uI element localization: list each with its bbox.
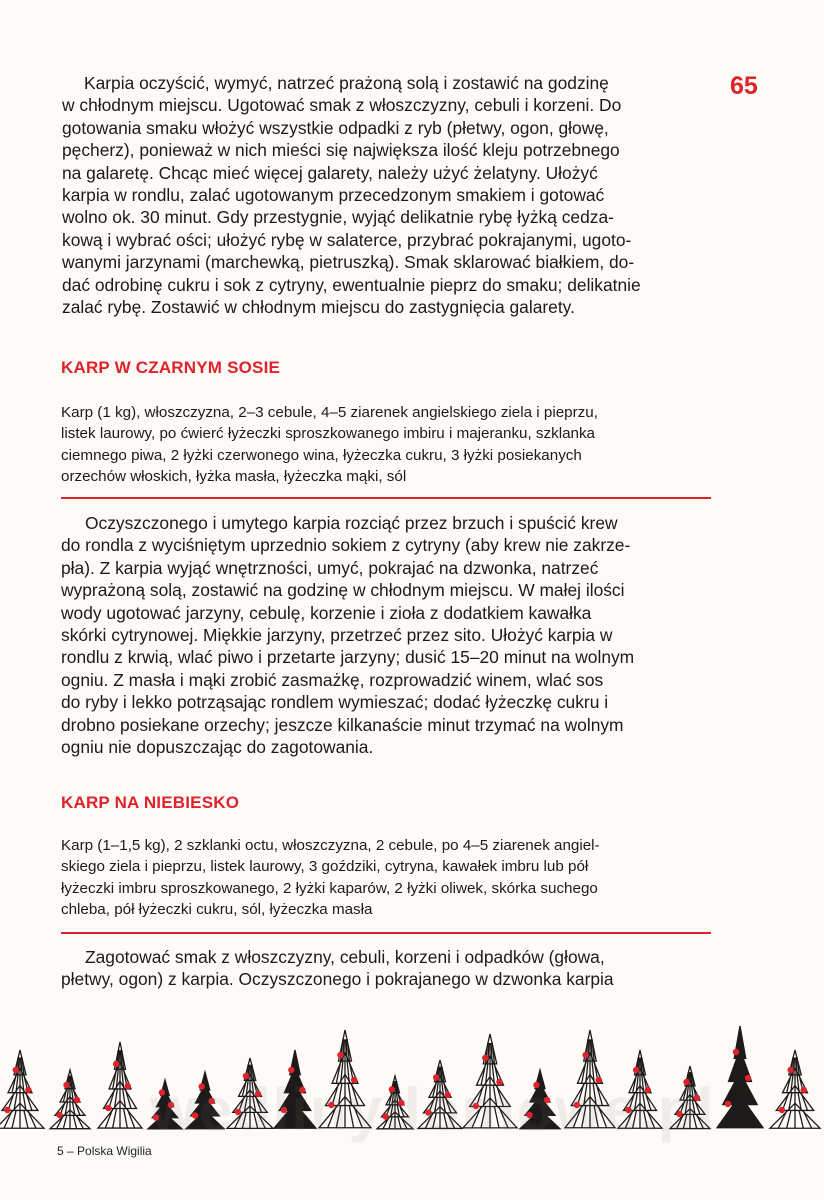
bauble xyxy=(25,1087,31,1093)
ingredients-line: Karp (1–1,5 kg), 2 szklanki octu, włoszczyzna, 2 cebule, po 4–5 ziarenek angiel- xyxy=(61,837,600,854)
text-line: rondlu z krwią, wlać piwo i przetarte jarzyny; dusić 15–20 minut na wolnym xyxy=(61,647,635,668)
ingredients-list xyxy=(61,835,711,921)
ingredients-line: listek laurowy, po ćwierć łyżeczki sproszkowanego imbiru i majeranku, szklanka xyxy=(61,425,596,443)
text-line: skórki cytrynowej. Miękkie jarzyny, przetrzeć przez sito. Ułożyć karpia w xyxy=(61,625,613,646)
tree-shape xyxy=(717,1095,763,1127)
text-line: ogniu nie dopuszczając do zagotowania. xyxy=(61,737,374,758)
text-line: zalać rybę. Zostawić w chłodnym miejscu do zastygnięcia galarety. xyxy=(62,297,575,318)
bauble xyxy=(337,1052,343,1058)
text-line: kową i wybrać ości; ułożyć rybę w salaterce, przybrać pokrajanymi, ugoto- xyxy=(62,229,632,250)
text-line: do rondla z wyciśniętym uprzednio sokiem z cytryny (aby krew nie zakrze- xyxy=(61,535,631,556)
tree-hatch xyxy=(113,1109,117,1128)
text-line: wolno ok. 30 minut. Gdy przestygnie, wyjąć delikatnie rybę łyżką cedza- xyxy=(62,207,614,228)
text-line: drobno posiekane orzechy; jeszcze kilkanaście minut trzymać na wolnym xyxy=(61,714,624,735)
method-paragraph xyxy=(61,512,711,758)
page-number: 65 xyxy=(730,72,758,100)
bauble xyxy=(801,1087,807,1093)
bauble xyxy=(582,1052,588,1058)
ingredients-line: łyżeczki imbru sproszkowanego, 2 łyżki kaparów, 2 łyżki oliwek, skórka suchego xyxy=(61,879,598,897)
bauble xyxy=(113,1061,119,1067)
text-line: na galaretę. Chcąc mieć więcej galarety, należy użyć żelatyny. Ułożyć xyxy=(62,162,598,183)
text-line: Karpia oczyścić, wymyć, natrzeć prażoną solą i zostawić na godzinę xyxy=(84,73,609,93)
ingredients-line: Karp (1 kg), włoszczyzna, 2–3 cebule, 4–5 ziarenek angielskiego ziela i pieprzu, xyxy=(61,404,598,421)
bauble xyxy=(482,1055,488,1061)
tree-hatch xyxy=(12,1111,16,1128)
text-line: ogniu. Z masła i mąki zrobić zasmażkę, rozprowadzić winem, wlać sos xyxy=(61,669,604,690)
bauble xyxy=(288,1067,294,1073)
text-line: Oczyszczonego i umytego karpia rozciąć przez brzuch i spuścić krew xyxy=(85,513,618,533)
bauble xyxy=(4,1107,10,1113)
bauble xyxy=(13,1067,19,1073)
tree-hatch xyxy=(787,1111,791,1128)
ingredients-line: skiego ziela i pieprzu, listek laurowy, 3 goździki, cytryna, kawałek imbru lub pół xyxy=(61,858,589,876)
recipe-title: KARP NA NIEBIESKO xyxy=(61,793,240,812)
tree-hatch xyxy=(73,1116,76,1129)
text-line: wody ugotować jarzyny, cebulę, korzenie i zioła z dodatkiem kawałka xyxy=(61,602,592,623)
footer-note: 5 – Polska Wigilia xyxy=(57,1144,152,1158)
tree-hatch xyxy=(24,1111,28,1128)
bauble xyxy=(63,1082,69,1088)
ingredients-line: orzechów włoskich, łyżka masła, łyżeczka mąki, sól xyxy=(61,468,407,486)
text-line: wanymi jarzynami (marchewką, pietruszką). Smak sklarować białkiem, do- xyxy=(62,252,635,273)
bauble xyxy=(74,1097,80,1103)
text-line: pęcherz), ponieważ w nich mieści się największa ilość kleju potrzebnego xyxy=(62,140,620,161)
tree-hatch xyxy=(124,1109,128,1128)
bauble xyxy=(725,1101,731,1107)
bauble xyxy=(745,1075,751,1081)
method-paragraph xyxy=(61,946,711,991)
watermark: wedlinydomowe.pl xyxy=(150,1076,716,1143)
text-line: pła). Z karpia wyjąć wnętrzności, umyć, pokrajać na dzwonka, natrzeć xyxy=(61,557,599,578)
bauble xyxy=(733,1049,739,1055)
ingredients-line: chleba, pół łyżeczki cukru, sól, łyżeczka masła xyxy=(61,901,373,919)
bauble xyxy=(125,1083,131,1089)
text-line: płetwy, ogon) z karpia. Oczyszczonego i pokrajanego w dzwonka karpia xyxy=(61,969,614,990)
intro-paragraph xyxy=(62,72,712,318)
bauble xyxy=(633,1067,639,1073)
ingredients-list xyxy=(61,402,711,488)
text-line: do ryby i lekko potrząsając rondlem wymieszać; dodać łyżeczkę cukru i xyxy=(61,692,609,713)
tree-hatch xyxy=(799,1111,803,1128)
red-divider xyxy=(61,497,711,499)
recipe-title: KARP W CZARNYM SOSIE xyxy=(61,358,281,377)
text-line: w chłodnym miejscu. Ugotować smak z włoszczyzny, cebuli i korzeni. Do xyxy=(62,95,622,116)
tree-hatch xyxy=(63,1116,66,1129)
red-divider xyxy=(61,932,711,934)
bauble xyxy=(105,1105,111,1111)
bauble xyxy=(779,1107,785,1113)
text-line: dać odrobinę cukru i sok z cytryny, ewentualnie pieprz do smaku; delikatnie xyxy=(62,274,641,295)
text-line: karpia w rondlu, zalać ugotowanym przecedzonym smakiem i gotować xyxy=(62,185,605,206)
text-line: wyprażoną solą, zostawić na godzinę w chłodnym miejscu. W małej ilości xyxy=(61,580,625,601)
ingredients-line: ciemnego piwa, 2 łyżki czerwonego wina, łyżeczka cukru, 3 łyżki posiekanych xyxy=(61,446,582,464)
text-line: gotowania smaku włożyć wszystkie odpadki z ryb (płetwy, ogon, głowę, xyxy=(62,117,609,138)
bauble xyxy=(56,1112,62,1118)
bauble xyxy=(787,1067,793,1073)
text-line: Zagotować smak z włoszczyzny, cebuli, korzeni i odpadków (głowa, xyxy=(85,947,605,967)
